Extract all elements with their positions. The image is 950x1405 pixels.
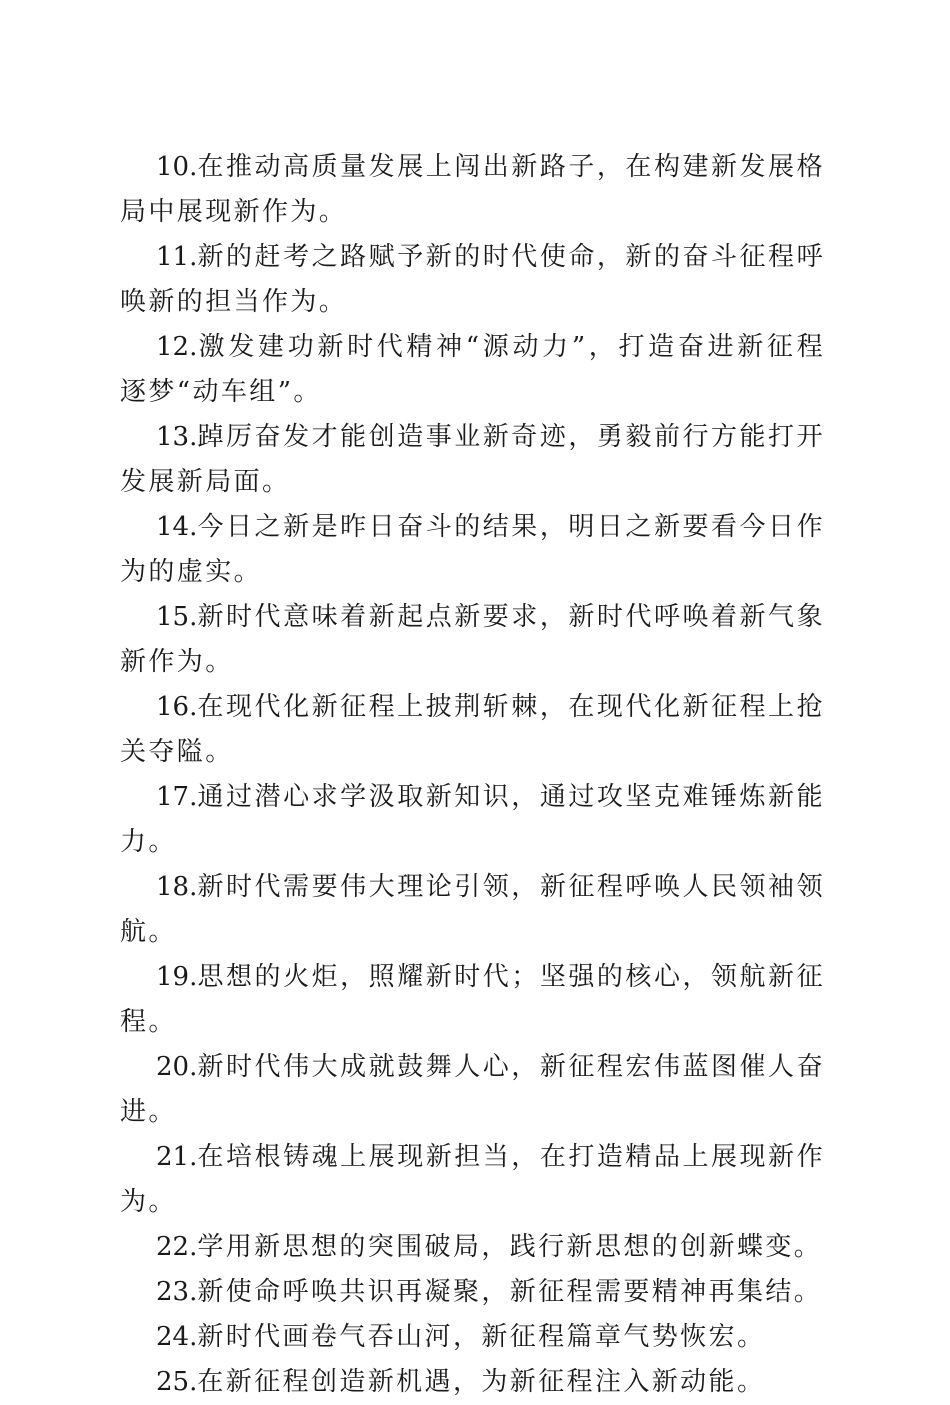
list-item — [120, 1315, 825, 1360]
item-text: 新的赶考之路赋予新的时代使命，新的奋斗征程呼唤新的担当作为。 — [120, 242, 825, 317]
item-text: 新时代画卷气吞山河，新征程篇章气势恢宏。 — [197, 1322, 766, 1352]
item-text: 思想的火炬，照耀新时代；坚强的核心，领航新征程。 — [120, 962, 825, 1037]
item-number: 21. — [156, 1142, 198, 1172]
item-number: 16. — [156, 692, 198, 722]
list-item — [120, 505, 825, 595]
item-number: 24. — [156, 1322, 198, 1352]
list-item — [120, 1270, 825, 1315]
item-text: 学用新思想的突围破局，践行新思想的创新蝶变。 — [197, 1232, 823, 1262]
item-text: 通过潜心求学汲取新知识，通过攻坚克难锤炼新能力。 — [120, 782, 825, 857]
item-number: 23. — [156, 1277, 198, 1307]
list-item — [120, 1225, 825, 1270]
item-number: 11. — [156, 242, 198, 272]
item-number: 14. — [156, 512, 198, 542]
item-text: 在推动高质量发展上闯出新路子，在构建新发展格局中展现新作为。 — [120, 152, 825, 227]
item-text: 在培根铸魂上展现新担当，在打造精品上展现新作为。 — [120, 1142, 825, 1217]
item-number: 20. — [156, 1052, 198, 1082]
list-item — [120, 955, 825, 1045]
item-number: 25. — [156, 1367, 198, 1397]
item-text: 在现代化新征程上披荆斩棘，在现代化新征程上抢关夺隘。 — [120, 692, 825, 767]
list-item — [120, 685, 825, 775]
item-text: 新时代需要伟大理论引领，新征程呼唤人民领袖领航。 — [120, 872, 825, 947]
item-text: 激发建功新时代精神“源动力”，打造奋进新征程逐梦“动车组”。 — [120, 332, 825, 407]
list-item — [120, 775, 825, 865]
item-text: 在新征程创造新机遇，为新征程注入新动能。 — [197, 1367, 766, 1397]
item-text: 踔厉奋发才能创造事业新奇迹，勇毅前行方能打开发展新局面。 — [120, 422, 825, 497]
document-body — [120, 145, 825, 1405]
item-number: 12. — [156, 332, 198, 362]
item-text: 新时代意味着新起点新要求，新时代呼唤着新气象新作为。 — [120, 602, 825, 677]
item-number: 18. — [156, 872, 198, 902]
list-item — [120, 1360, 825, 1405]
item-number: 15. — [156, 602, 198, 632]
list-item — [120, 415, 825, 505]
list-item — [120, 1045, 825, 1135]
list-item — [120, 865, 825, 955]
list-item — [120, 1135, 825, 1225]
list-item — [120, 325, 825, 415]
item-number: 10. — [156, 152, 198, 182]
item-number: 13. — [156, 422, 198, 452]
item-text: 新使命呼唤共识再凝聚，新征程需要精神再集结。 — [197, 1277, 823, 1307]
list-item — [120, 595, 825, 685]
item-text: 新时代伟大成就鼓舞人心，新征程宏伟蓝图催人奋进。 — [120, 1052, 825, 1127]
list-item — [120, 145, 825, 235]
item-number: 22. — [156, 1232, 198, 1262]
list-item — [120, 235, 825, 325]
item-number: 17. — [156, 782, 198, 812]
item-text: 今日之新是昨日奋斗的结果，明日之新要看今日作为的虚实。 — [120, 512, 825, 587]
item-number: 19. — [156, 962, 198, 992]
